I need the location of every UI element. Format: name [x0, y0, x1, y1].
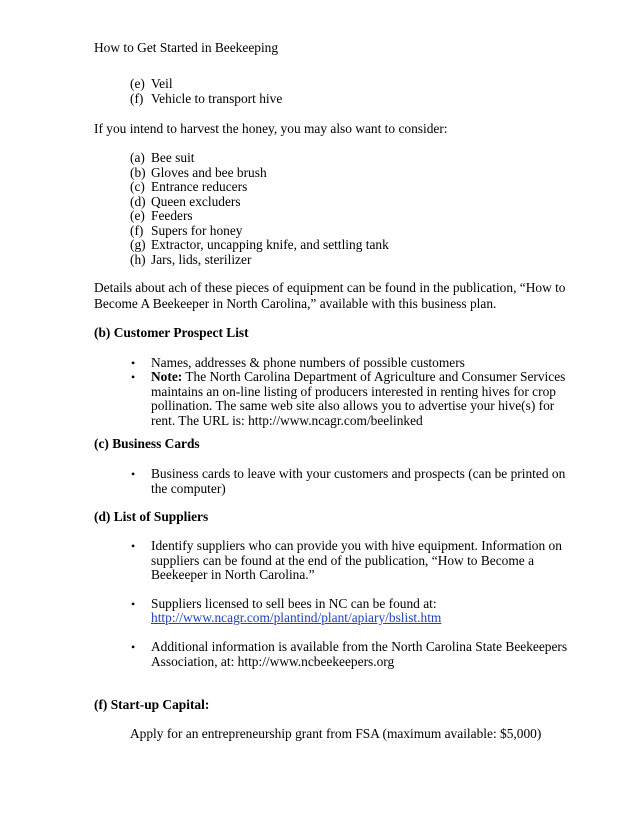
bullet-text-line-1: Identify suppliers who can provide you with hive equipment. Information on: [151, 538, 562, 553]
bullet-text-line-2: suppliers can be found at the end of the publication, “How to Become a: [151, 553, 535, 568]
details-paragraph-line-2: Become A Beekeeper in North Carolina,” available with this business plan.: [94, 296, 497, 311]
start-up-capital-text: Apply for an entrepreneurship grant from FSA (maximum available: $5,000): [130, 726, 542, 741]
list-item: Supers for honey: [151, 223, 243, 238]
note-label: Note:: [151, 369, 183, 384]
bullet-icon: •: [131, 356, 136, 370]
bullet-text-line-2: Association, at: http://www.ncbeekeepers.org: [151, 654, 395, 669]
section-heading-customer-prospect-list: (b) Customer Prospect List: [94, 325, 249, 340]
suppliers-link[interactable]: http://www.ncagr.com/plantind/plant/apiary/bslist.htm: [151, 610, 442, 625]
note-line-2: maintains an on-line listing of producers interested in renting hives for crop: [151, 384, 556, 399]
bullet-icon: •: [131, 597, 136, 611]
list-marker: (g): [130, 237, 146, 252]
note-line-4: rent. The URL is: http://www.ncagr.com/beelinked: [151, 413, 423, 428]
list-item: Vehicle to transport hive: [151, 91, 283, 106]
bullet-icon: •: [131, 467, 136, 481]
bullet-icon: •: [131, 370, 136, 384]
bullet-text: Names, addresses & phone numbers of possible customers: [151, 355, 465, 370]
section-heading-list-of-suppliers: (d) List of Suppliers: [94, 509, 209, 524]
bullet-text-line-2: the computer): [151, 481, 226, 496]
harvest-intro: If you intend to harvest the honey, you may also want to consider:: [94, 121, 448, 136]
list-item: Extractor, uncapping knife, and settling tank: [151, 237, 389, 252]
list-marker: (f): [130, 223, 144, 238]
list-item: Entrance reducers: [151, 179, 248, 194]
note-line-3: pollination. The same web site also allows you to advertise your hive(s) for: [151, 398, 555, 413]
bullet-icon: •: [131, 640, 136, 654]
page-header: How to Get Started in Beekeeping: [94, 40, 279, 55]
bullet-text-line-3: Beekeeper in North Carolina.”: [151, 567, 315, 582]
list-item: Bee suit: [151, 150, 195, 165]
bullet-text-line-1: Business cards to leave with your customers and prospects (can be printed on: [151, 466, 566, 481]
list-item: Gloves and bee brush: [151, 165, 267, 180]
list-marker: (c): [130, 179, 145, 194]
list-marker: (f): [130, 91, 144, 106]
list-marker: (d): [130, 194, 146, 209]
note-line-1: [151, 369, 565, 384]
note-text: The North Carolina Department of Agriculture and Consumer Services: [182, 369, 566, 384]
list-marker: (h): [130, 252, 146, 267]
list-marker: (a): [130, 150, 145, 165]
list-item: Veil: [151, 76, 173, 91]
list-item: Jars, lids, sterilizer: [151, 252, 252, 267]
bullet-text-line-1: Suppliers licensed to sell bees in NC can be found at:: [151, 596, 437, 611]
list-item: Feeders: [151, 208, 193, 223]
list-item: Queen excluders: [151, 194, 241, 209]
section-heading-business-cards: (c) Business Cards: [94, 436, 200, 451]
details-paragraph-line-1: Details about ach of these pieces of equipment can be found in the publication, “How to: [94, 280, 566, 295]
list-marker: (b): [130, 165, 146, 180]
bullet-text-line-1: Additional information is available from the North Carolina State Beekeepers: [151, 639, 568, 654]
bullet-icon: •: [131, 539, 136, 553]
list-marker: (e): [130, 76, 145, 91]
section-heading-start-up-capital: (f) Start-up Capital:: [94, 697, 210, 712]
list-marker: (e): [130, 208, 145, 223]
